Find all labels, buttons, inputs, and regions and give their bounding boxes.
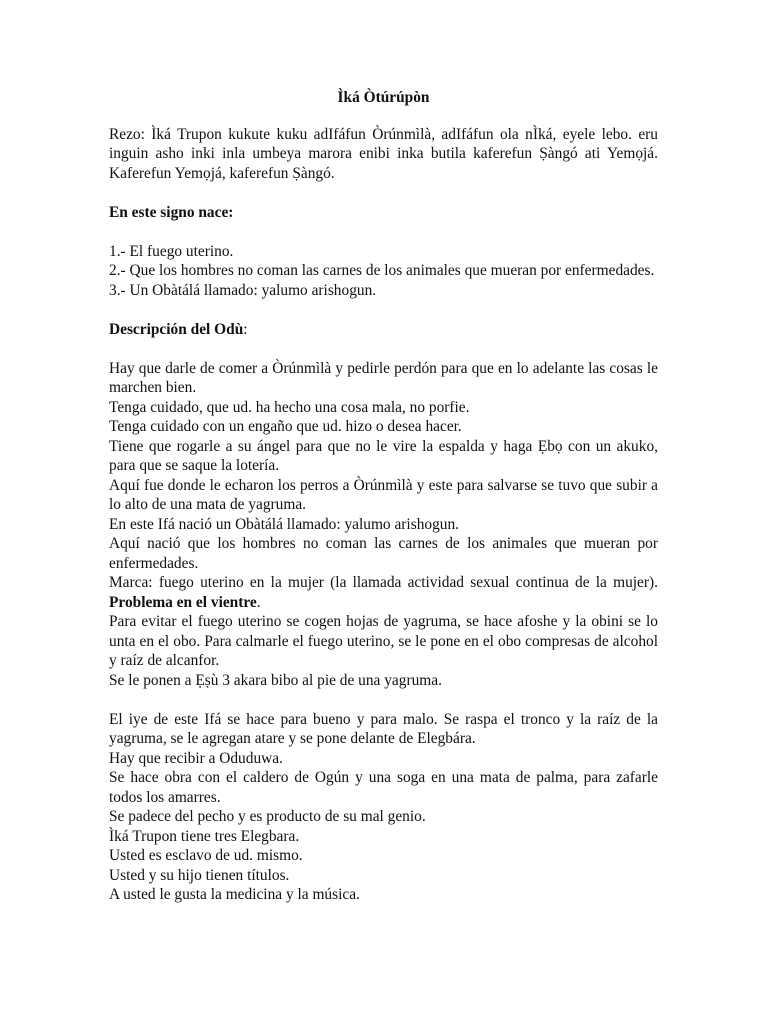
descripcion-line: Se le ponen a Ẹṣù 3 akara bibo al pie de una yagruma. <box>109 671 442 689</box>
heading-descripcion: Descripción del Odù <box>109 320 244 338</box>
descripcion-line: Tiene que rogarle a su ángel para que no le vire la espalda y haga Ẹbọ con un akuko, para que se saque la lotería. <box>109 437 658 474</box>
marca-bold: Problema en el vientre <box>109 593 257 611</box>
final-line: A usted le gusta la medicina y la música. <box>109 886 360 903</box>
marca-paragraph <box>109 573 658 612</box>
final-line: El iye de este Ifá se hace para bueno y para malo. Se raspa el tronco y la raíz de la yagruma, se le agregan atare y se pone delante de Elegbára. <box>109 710 658 747</box>
heading-nace: En este signo nace: <box>109 203 234 221</box>
heading-descripcion-colon: : <box>243 320 248 338</box>
descripcion-line: Aquí nació que los hombres no coman las carnes de los animales que mueran por enfermedades. <box>109 535 658 572</box>
heading-descripcion-line <box>109 320 658 340</box>
rezo-paragraph: Rezo: Ìká Trupon kukute kuku adIfáfun Òrúnmìlà, adIfáfun ola nÌká, eyele lebo. eru inguin asho inki inla umbeya marora enibi inka butila kaferefun Ṣàngó ati Yemọjá. Kaferefun Yemọjá, kaferefun Ṣàngó. <box>109 125 658 182</box>
spacer <box>109 339 658 359</box>
spacer <box>109 690 658 710</box>
final-line: Hay que recibir a Oduduwa. <box>109 749 283 767</box>
descripcion-line: Aquí fue donde le echaron los perros a Òrúnmìlà y este para salvarse se tuvo que subir a lo alto de una mata de yagruma. <box>109 476 658 513</box>
nace-item-3: 3.- Un Obàtálá llamado: yalumo arishogun. <box>109 281 377 299</box>
final-line: Usted es esclavo de ud. mismo. <box>109 847 303 864</box>
final-line: Ìká Trupon tiene tres Elegbara. <box>109 827 300 845</box>
final-line: Se hace obra con el caldero de Ogún y una soga en una mata de palma, para zafarle todos los amarres. <box>109 769 658 806</box>
final-line: Se padece del pecho y es producto de su mal genio. <box>109 808 426 825</box>
descripcion-line: Tenga cuidado con un engaño que ud. hizo o desea hacer. <box>109 418 462 435</box>
nace-item-1: 1.- El fuego uterino. <box>109 242 234 260</box>
spacer <box>109 222 658 242</box>
spacer <box>109 183 658 203</box>
final-line: Usted y su hijo tienen títulos. <box>109 866 290 884</box>
marca-text: Marca: fuego uterino en la mujer (la llamada actividad sexual continua de la mujer). <box>109 574 658 591</box>
spacer <box>109 300 658 320</box>
descripcion-line: Tenga cuidado, que ud. ha hecho una cosa mala, no porfie. <box>109 398 470 416</box>
marca-end: . <box>256 593 261 611</box>
descripcion-line: Para evitar el fuego uterino se cogen hojas de yagruma, se hace afoshe y la obini se lo unta en el obo. Para calmarle el fuego uterino, se le pone en el obo compresas de alcohol y raíz de alcanfor. <box>109 613 658 669</box>
descripcion-line: Hay que darle de comer a Òrúnmìlà y pedirle perdón para que en lo adelante las cosas le marchen bien. <box>109 359 658 396</box>
nace-item-2: 2.- Que los hombres no coman las carnes de los animales que mueran por enfermedades. <box>109 262 655 279</box>
document-page <box>109 88 658 905</box>
descripcion-line: En este Ifá nació un Obàtálá llamado: yalumo arishogun. <box>109 515 460 533</box>
document-title: Ìká Òtúrúpòn <box>337 89 430 106</box>
